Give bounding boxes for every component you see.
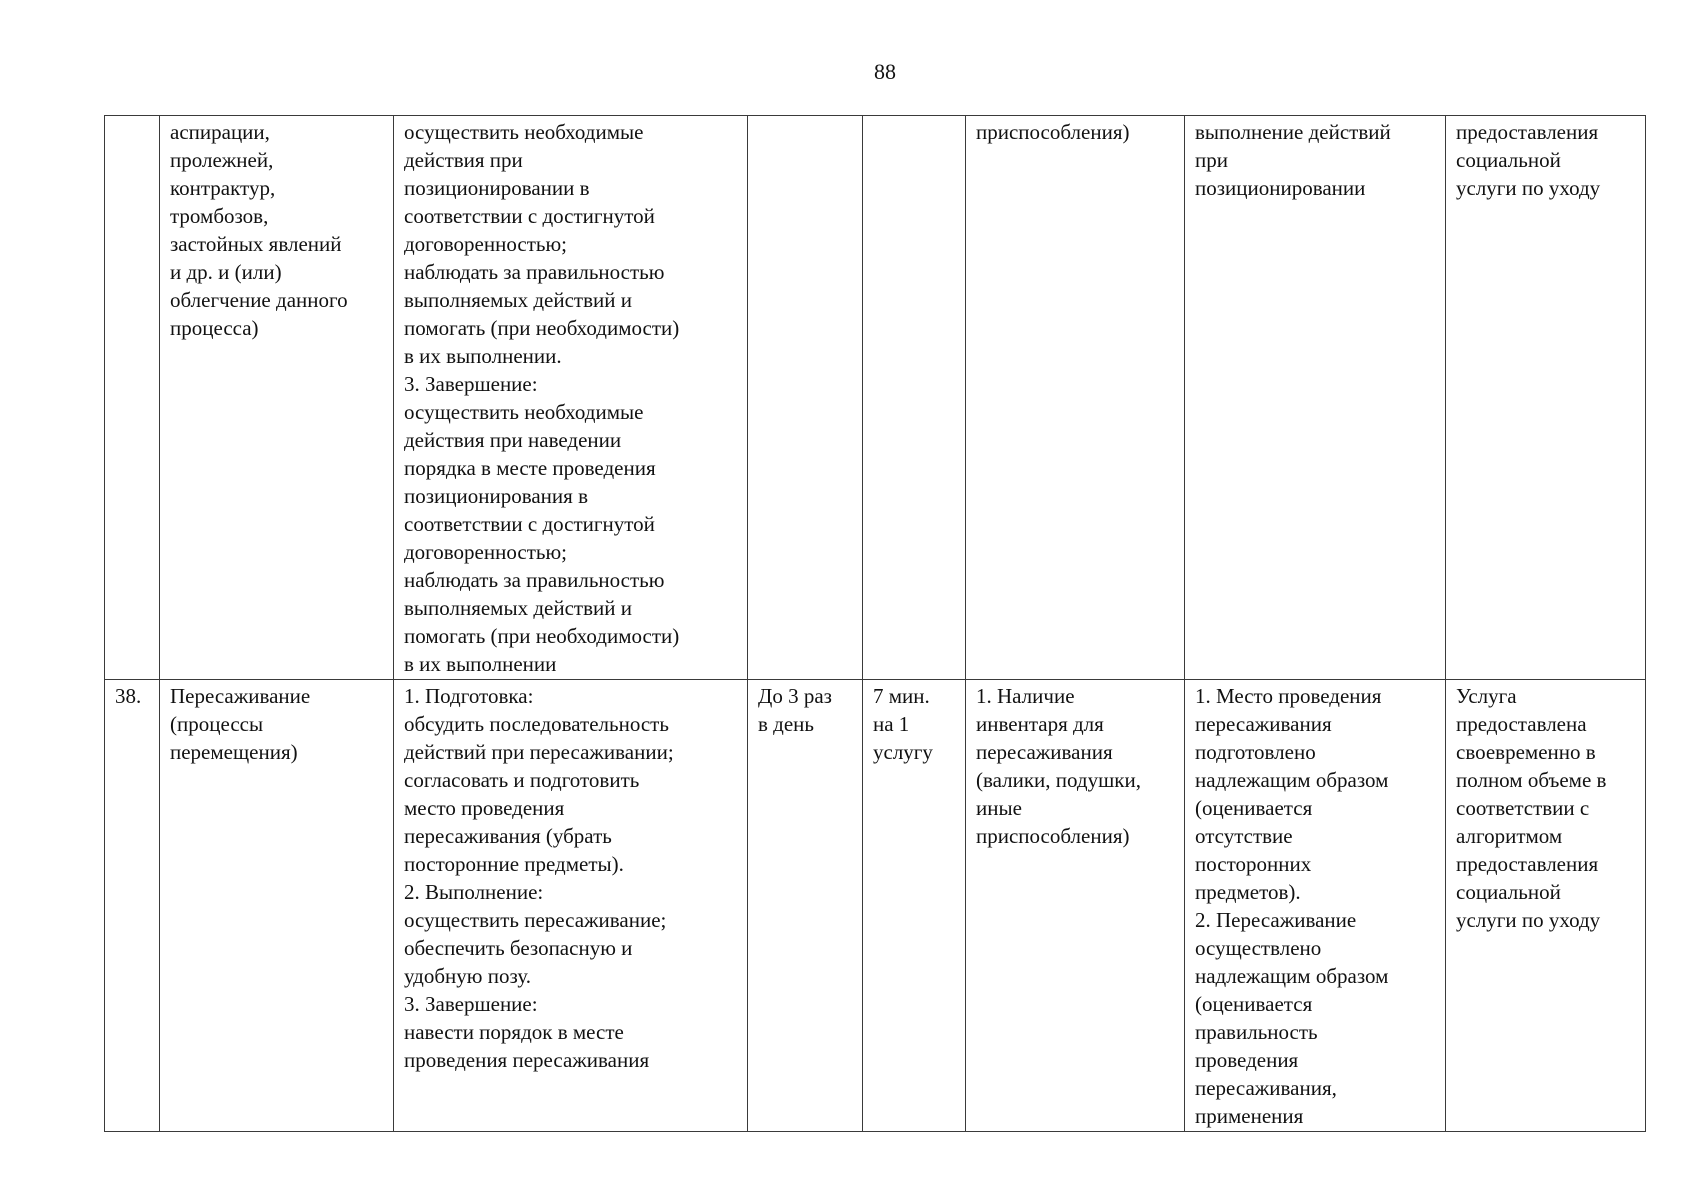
table-row — [105, 116, 1646, 680]
cell-result: предоставления социальной услуги по уходу — [1446, 116, 1646, 680]
cell-criteria: выполнение действий при позиционировании — [1185, 116, 1446, 680]
cell-frequency: До 3 раз в день — [748, 680, 863, 1132]
cell-resources: приспособления) — [966, 116, 1185, 680]
cell-number: 38. — [105, 680, 160, 1132]
cell-number — [105, 116, 160, 680]
cell-service-name: Пересаживание (процессы перемещения) — [160, 680, 394, 1132]
cell-procedure: осуществить необходимые действия при позиционировании в соответствии с достигнутой договоренностью; наблюдать за правильностью выполняемых действий и помогать (при необходимости) в их выполнении. 3. Завершение: осуществить необходимые действия при наведении порядка в месте проведения позиционирования в соответствии с достигнутой договоренностью; наблюдать за правильностью выполняемых действий и помогать (при необходимости) в их выполнении — [394, 116, 748, 680]
cell-duration — [863, 116, 966, 680]
cell-result: Услуга предоставлена своевременно в полном объеме в соответствии с алгоритмом предоставления социальной услуги по уходу — [1446, 680, 1646, 1132]
table-row — [105, 680, 1646, 1132]
cell-procedure: 1. Подготовка: обсудить последовательность действий при пересаживании; согласовать и подготовить место проведения пересаживания (убрать посторонние предметы). 2. Выполнение: осуществить пересаживание; обеспечить безопасную и удобную позу. 3. Завершение: навести порядок в месте проведения пересаживания — [394, 680, 748, 1132]
cell-frequency — [748, 116, 863, 680]
cell-duration: 7 мин. на 1 услугу — [863, 680, 966, 1132]
cell-criteria: 1. Место проведения пересаживания подготовлено надлежащим образом (оценивается отсутствие посторонних предметов). 2. Пересаживание осуществлено надлежащим образом (оценивается правильность проведения пересаживания, применения — [1185, 680, 1446, 1132]
page-number: 88 — [874, 59, 896, 84]
cell-resources: 1. Наличие инвентаря для пересаживания (валики, подушки, иные приспособления) — [966, 680, 1185, 1132]
services-table — [104, 115, 1646, 1132]
cell-service-name: аспирации, пролежней, контрактур, тромбозов, застойных явлений и др. и (или) облегчение данного процесса) — [160, 116, 394, 680]
